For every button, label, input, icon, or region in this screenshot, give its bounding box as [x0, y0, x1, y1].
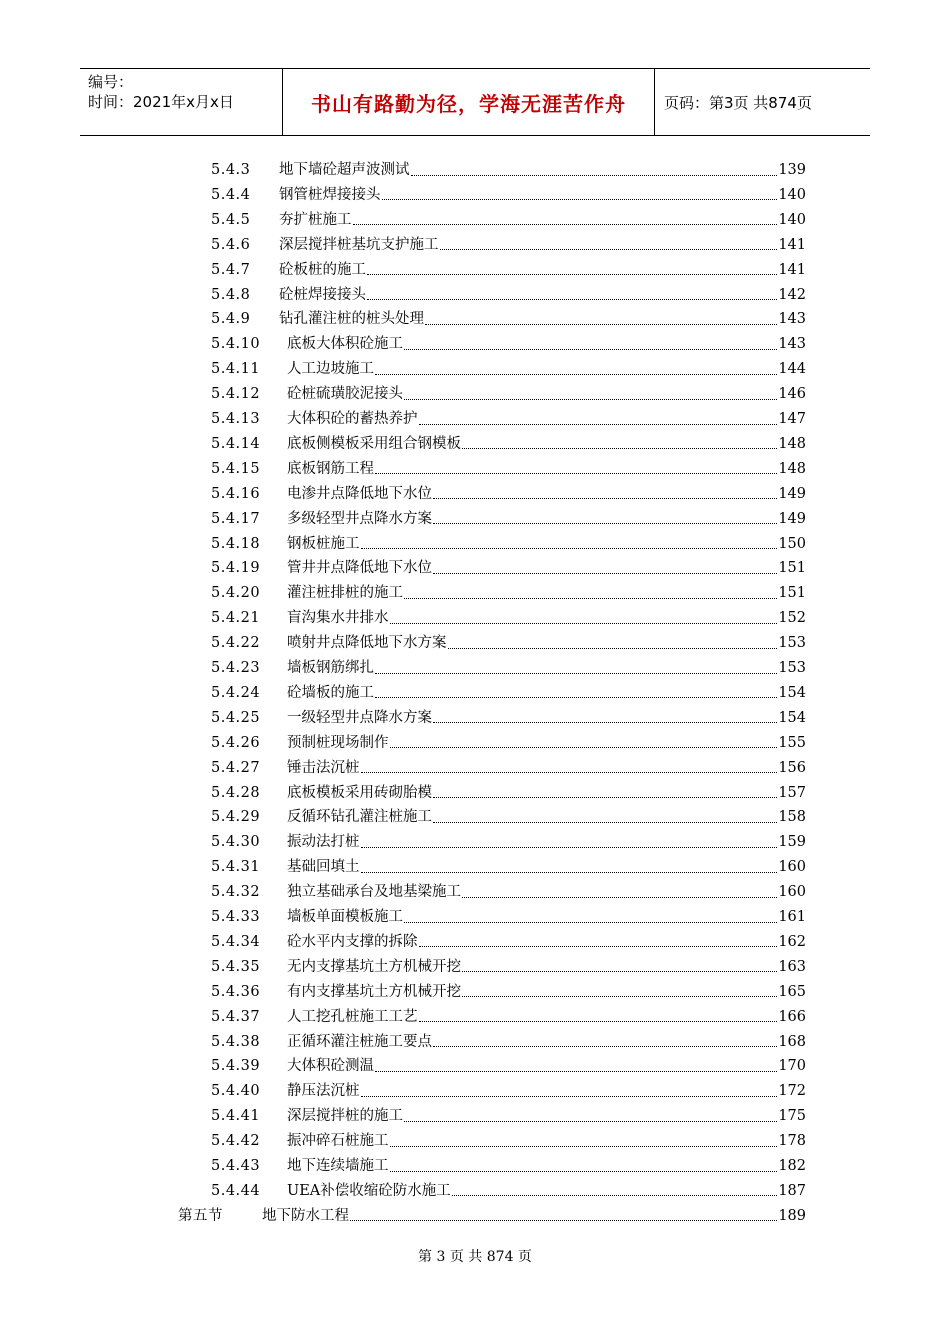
- toc-title: 人工挖孔桩施工工艺: [287, 1008, 418, 1025]
- toc-row[interactable]: [211, 581, 806, 605]
- toc-leader-dots: [440, 249, 778, 250]
- toc-page-number: 172: [778, 1083, 806, 1100]
- toc-leader-dots: [361, 847, 778, 848]
- toc-page-number: 143: [778, 311, 806, 328]
- toc-title: 独立基础承台及地基梁施工: [287, 884, 461, 901]
- toc-number: 5.4.21: [211, 610, 261, 627]
- toc-leader-dots: [375, 374, 777, 375]
- toc-title: UEA补偿收缩砼防水施工: [287, 1182, 451, 1199]
- toc-title: 地下防水工程: [262, 1207, 349, 1224]
- toc-leader-dots: [390, 1146, 778, 1147]
- toc-title: 大体积砼的蓄热养护: [287, 411, 418, 427]
- toc-title: 深层搅拌桩的施工: [287, 1108, 403, 1125]
- toc-title: 钢板桩施工: [287, 535, 360, 552]
- toc-page-number: 161: [778, 909, 806, 925]
- toc-row[interactable]: [211, 556, 806, 580]
- header-page-info: 页码：第3页 共874页: [664, 93, 812, 112]
- toc-page-number: 140: [778, 211, 806, 228]
- toc-row[interactable]: [211, 332, 806, 356]
- toc-title: 无内支撑基坑土方机械开挖: [287, 958, 461, 975]
- toc-leader-dots: [404, 349, 777, 350]
- toc-number: 5.4.15: [211, 460, 261, 477]
- toc-number: 5.4.11: [211, 361, 261, 378]
- toc-page-number: 175: [778, 1108, 806, 1125]
- toc-page-number: 140: [778, 186, 806, 203]
- toc-row[interactable]: [211, 283, 806, 307]
- header-motto: 书山有路勤为径，学海无涯苦作舟: [282, 69, 655, 135]
- toc-page-number: 156: [778, 759, 806, 776]
- toc-page-number: 151: [778, 585, 806, 602]
- toc-number: 5.4.44: [211, 1182, 261, 1199]
- toc-number: 第五节: [178, 1207, 223, 1224]
- toc-title: 电渗井点降低地下水位: [287, 485, 432, 502]
- toc-number: 5.4.35: [211, 958, 261, 975]
- toc-row[interactable]: [211, 357, 806, 381]
- toc-row[interactable]: [211, 905, 806, 929]
- toc-leader-dots: [419, 1021, 778, 1022]
- toc-title: 振动法打桩: [287, 834, 360, 851]
- toc-row[interactable]: [211, 631, 806, 655]
- toc-row[interactable]: [211, 805, 806, 829]
- toc-page-number: 149: [778, 485, 806, 502]
- doc-number-label: 编号：: [88, 73, 134, 91]
- toc-row[interactable]: [211, 1154, 806, 1178]
- toc-title: 夯扩桩施工: [279, 211, 352, 228]
- toc-row[interactable]: [211, 1179, 806, 1203]
- toc-title: 底板大体积砼施工: [287, 336, 403, 353]
- toc-title: 墙板钢筋绑扎: [287, 660, 374, 676]
- toc-number: 5.4.8: [211, 286, 251, 303]
- toc-row[interactable]: [211, 1054, 806, 1078]
- toc-title: 砼板桩的施工: [279, 261, 366, 278]
- toc-number: 5.4.18: [211, 535, 261, 552]
- toc-title: 多级轻型井点降水方案: [287, 510, 432, 527]
- toc-section-row[interactable]: [178, 1204, 806, 1228]
- toc-leader-dots: [361, 772, 778, 773]
- toc-page-number: 153: [778, 635, 806, 652]
- toc-number: 5.4.33: [211, 909, 261, 925]
- toc-title: 预制桩现场制作: [287, 734, 389, 751]
- toc-leader-dots: [419, 946, 778, 947]
- toc-title: 地下连续墙施工: [287, 1158, 389, 1174]
- toc-title: 地下墙砼超声波测试: [279, 162, 410, 178]
- toc-number: 5.4.12: [211, 386, 261, 403]
- toc-page-number: 159: [778, 834, 806, 851]
- toc-page-number: 142: [778, 286, 806, 303]
- toc-leader-dots: [419, 424, 778, 425]
- toc-title: 底板模板采用砖砌胎模: [287, 784, 432, 801]
- toc-leader-dots: [462, 996, 777, 997]
- toc-number: 5.4.9: [211, 311, 251, 328]
- toc-page-number: 155: [778, 734, 806, 751]
- toc-leader-dots: [433, 797, 777, 798]
- toc-number: 5.4.16: [211, 485, 261, 502]
- toc-page-number: 165: [778, 983, 806, 1000]
- toc-page-number: 148: [778, 460, 806, 477]
- toc-number: 5.4.39: [211, 1058, 261, 1075]
- toc-leader-dots: [433, 822, 777, 823]
- toc-leader-dots: [361, 872, 778, 873]
- toc-row[interactable]: [211, 307, 806, 331]
- toc-leader-dots: [375, 697, 777, 698]
- toc-title: 正循环灌注桩施工要点: [287, 1033, 432, 1050]
- toc-title: 钻孔灌注桩的桩头处理: [279, 311, 424, 328]
- toc-leader-dots: [433, 722, 777, 723]
- toc-row[interactable]: [211, 482, 806, 506]
- toc-row[interactable]: [211, 1104, 806, 1128]
- toc-row[interactable]: [211, 183, 806, 207]
- toc-leader-dots: [433, 523, 777, 524]
- toc-number: 5.4.42: [211, 1133, 261, 1150]
- toc-title: 砼墙板的施工: [287, 684, 374, 701]
- toc-number: 5.4.41: [211, 1108, 261, 1125]
- toc-title: 砼桩焊接接头: [279, 286, 366, 303]
- toc-page-number: 182: [778, 1158, 806, 1174]
- toc-title: 钢管桩焊接接头: [279, 186, 381, 203]
- toc-page-number: 163: [778, 958, 806, 975]
- toc-title: 砼水平内支撑的拆除: [287, 933, 418, 950]
- toc-title: 大体积砼测温: [287, 1058, 374, 1075]
- toc-leader-dots: [411, 175, 778, 176]
- toc-row[interactable]: [211, 532, 806, 556]
- toc-title: 一级轻型井点降水方案: [287, 709, 432, 726]
- toc-row[interactable]: [211, 781, 806, 805]
- toc-row[interactable]: [211, 606, 806, 630]
- toc-number: 5.4.34: [211, 933, 261, 950]
- toc-row[interactable]: [211, 955, 806, 979]
- toc-number: 5.4.27: [211, 759, 261, 776]
- toc-row[interactable]: [211, 830, 806, 854]
- toc-title: 盲沟集水井排水: [287, 610, 389, 627]
- toc-leader-dots: [452, 1195, 778, 1196]
- toc-page-number: 157: [778, 784, 806, 801]
- toc-row[interactable]: [211, 756, 806, 780]
- toc-title: 振冲碎石桩施工: [287, 1133, 389, 1150]
- toc-page-number: 152: [778, 610, 806, 627]
- toc-number: 5.4.6: [211, 236, 251, 253]
- toc-leader-dots: [433, 1046, 777, 1047]
- toc-leader-dots: [353, 224, 778, 225]
- toc-number: 5.4.20: [211, 585, 261, 602]
- toc-title: 墙板单面模板施工: [287, 909, 403, 925]
- toc-leader-dots: [433, 573, 777, 574]
- toc-row[interactable]: [211, 880, 806, 904]
- toc-page-number: 147: [778, 411, 806, 427]
- toc-leader-dots: [462, 971, 777, 972]
- toc-title: 锤击法沉桩: [287, 759, 360, 776]
- toc-row[interactable]: [211, 681, 806, 705]
- toc-page-number: 154: [778, 684, 806, 701]
- toc-row[interactable]: [211, 1129, 806, 1153]
- toc-row[interactable]: [211, 980, 806, 1004]
- toc-number: 5.4.38: [211, 1033, 261, 1050]
- toc-page-number: 151: [778, 560, 806, 577]
- toc-row[interactable]: [211, 407, 806, 431]
- toc-page-number: 158: [778, 809, 806, 826]
- toc-title: 底板侧模板采用组合钢模板: [287, 435, 461, 452]
- toc-title: 反循环钻孔灌注桩施工: [287, 809, 432, 826]
- date-line: 时间：2021年x月x日: [88, 93, 234, 111]
- toc-leader-dots: [375, 473, 777, 474]
- toc-row[interactable]: [211, 1005, 806, 1029]
- toc-number: 5.4.40: [211, 1083, 261, 1100]
- toc-page-number: 154: [778, 709, 806, 726]
- toc-row[interactable]: [211, 457, 806, 481]
- toc-page-number: 166: [778, 1008, 806, 1025]
- toc-page-number: 141: [778, 236, 806, 253]
- toc-page-number: 150: [778, 535, 806, 552]
- toc-number: 5.4.5: [211, 211, 251, 228]
- toc-number: 5.4.7: [211, 261, 251, 278]
- toc-number: 5.4.43: [211, 1158, 261, 1174]
- toc-row[interactable]: [211, 208, 806, 232]
- toc-page-number: 162: [778, 933, 806, 950]
- toc-leader-dots: [404, 399, 777, 400]
- toc-title: 人工边坡施工: [287, 361, 374, 378]
- page-header: [80, 68, 870, 136]
- toc-leader-dots: [433, 498, 777, 499]
- toc-leader-dots: [375, 1071, 777, 1072]
- toc-leader-dots: [382, 199, 778, 200]
- toc-leader-dots: [390, 1171, 778, 1172]
- toc-title: 底板钢筋工程: [287, 460, 374, 477]
- toc-title: 深层搅拌桩基坑支护施工: [279, 236, 439, 253]
- toc-row[interactable]: [211, 382, 806, 406]
- toc-leader-dots: [404, 1121, 777, 1122]
- toc-leader-dots: [375, 673, 777, 674]
- toc-number: 5.4.22: [211, 635, 261, 652]
- toc-title: 管井井点降低地下水位: [287, 560, 432, 577]
- toc-number: 5.4.4: [211, 186, 251, 203]
- page-footer: 第 3 页 共 874 页: [418, 1249, 532, 1265]
- toc-title: 有内支撑基坑土方机械开挖: [287, 983, 461, 1000]
- toc-leader-dots: [367, 274, 777, 275]
- toc-leader-dots: [361, 1096, 778, 1097]
- toc-row[interactable]: [211, 1079, 806, 1103]
- toc-leader-dots: [404, 598, 777, 599]
- toc-number: 5.4.25: [211, 709, 261, 726]
- toc-number: 5.4.10: [211, 336, 261, 353]
- header-left-cell: [80, 69, 282, 135]
- toc-page-number: 178: [778, 1133, 806, 1150]
- toc-leader-dots: [390, 747, 778, 748]
- toc-row[interactable]: [211, 258, 806, 282]
- toc-number: 5.4.37: [211, 1008, 261, 1025]
- toc-title: 静压法沉桩: [287, 1083, 360, 1100]
- toc-number: 5.4.36: [211, 983, 261, 1000]
- toc-number: 5.4.30: [211, 834, 261, 851]
- toc-page-number: 170: [778, 1058, 806, 1075]
- toc-row[interactable]: [211, 1030, 806, 1054]
- toc-number: 5.4.26: [211, 734, 261, 751]
- toc-number: 5.4.3: [211, 162, 251, 178]
- toc-leader-dots: [448, 648, 778, 649]
- toc-number: 5.4.29: [211, 809, 261, 826]
- toc-leader-dots: [390, 623, 778, 624]
- toc-number: 5.4.17: [211, 510, 261, 527]
- toc-number: 5.4.32: [211, 884, 261, 901]
- toc-number: 5.4.13: [211, 411, 261, 427]
- toc-leader-dots: [462, 897, 777, 898]
- toc-page-number: 139: [778, 162, 806, 178]
- toc-row[interactable]: [211, 855, 806, 879]
- toc-title: 基础回填土: [287, 859, 360, 876]
- toc-page-number: 146: [778, 386, 806, 403]
- toc-page-number: 168: [778, 1033, 806, 1050]
- toc-row[interactable]: [211, 158, 806, 182]
- toc-number: 5.4.14: [211, 435, 261, 452]
- toc-leader-dots: [367, 299, 777, 300]
- toc-page-number: 144: [778, 361, 806, 378]
- toc-page-number: 148: [778, 435, 806, 452]
- toc-row[interactable]: [211, 507, 806, 531]
- toc-title: 喷射井点降低地下水方案: [287, 635, 447, 652]
- toc-page-number: 160: [778, 859, 806, 876]
- toc-leader-dots: [350, 1220, 777, 1221]
- toc-row[interactable]: [211, 731, 806, 755]
- toc-number: 5.4.31: [211, 859, 261, 876]
- toc-page-number: 189: [778, 1207, 806, 1224]
- toc-leader-dots: [404, 922, 777, 923]
- toc-page-number: 160: [778, 884, 806, 901]
- toc-title: 砼桩硫璜胶泥接头: [287, 386, 403, 403]
- toc-row[interactable]: [211, 706, 806, 730]
- toc-number: 5.4.24: [211, 684, 261, 701]
- toc-number: 5.4.23: [211, 660, 261, 676]
- toc-page-number: 141: [778, 261, 806, 278]
- toc-row[interactable]: [211, 656, 806, 680]
- toc-page-number: 143: [778, 336, 806, 353]
- toc-number: 5.4.28: [211, 784, 261, 801]
- toc-leader-dots: [462, 448, 777, 449]
- toc-leader-dots: [361, 548, 778, 549]
- toc-row[interactable]: [211, 432, 806, 456]
- toc-page-number: 153: [778, 660, 806, 676]
- toc-row[interactable]: [211, 930, 806, 954]
- toc-page-number: 149: [778, 510, 806, 527]
- toc-leader-dots: [425, 324, 777, 325]
- toc-row[interactable]: [211, 233, 806, 257]
- toc-page-number: 187: [778, 1182, 806, 1199]
- toc-title: 灌注桩排桩的施工: [287, 585, 403, 602]
- toc-number: 5.4.19: [211, 560, 261, 577]
